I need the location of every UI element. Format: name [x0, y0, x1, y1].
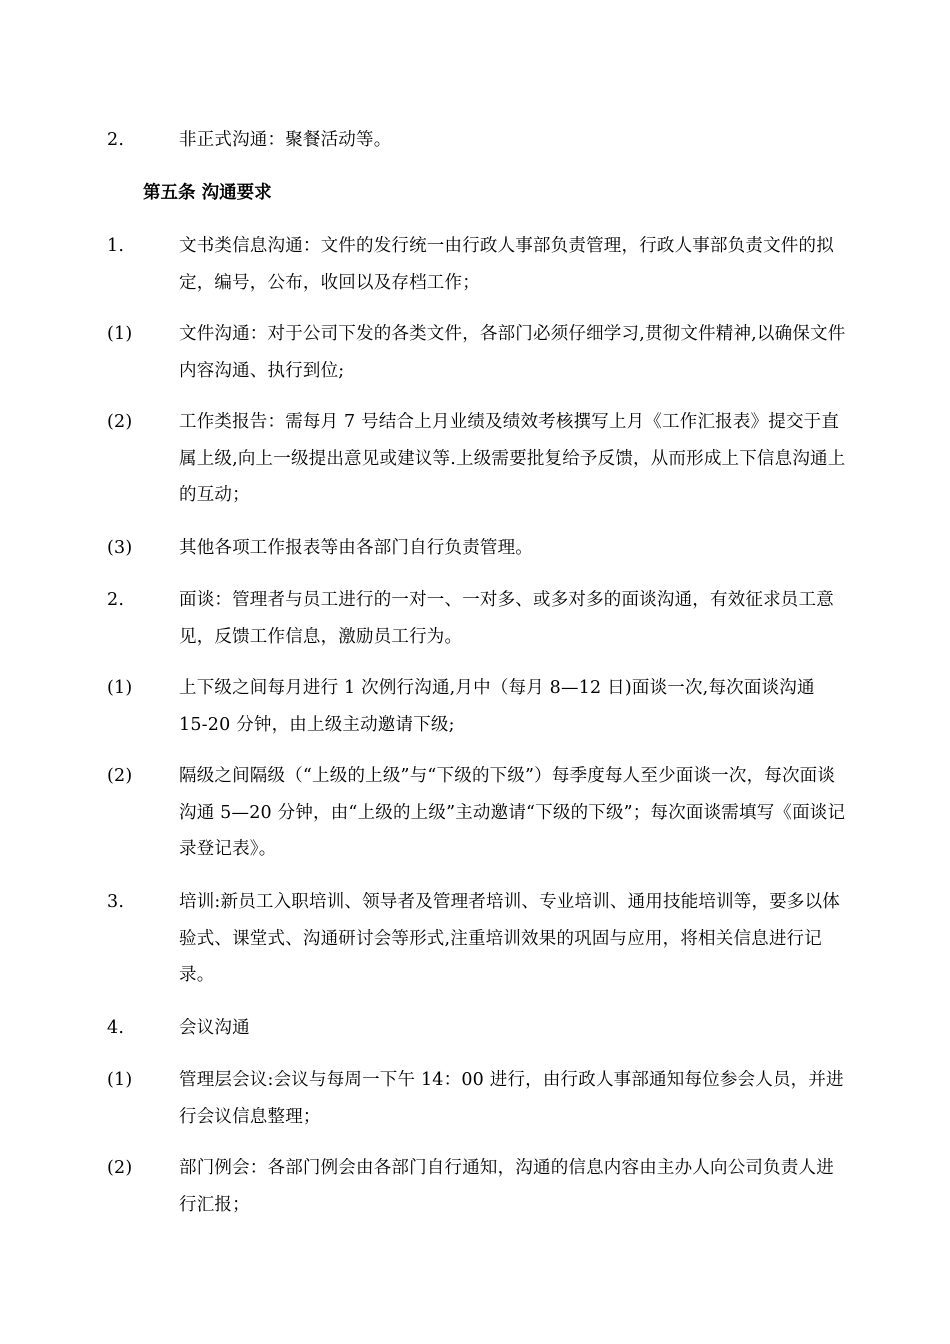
list-item	[107, 1062, 847, 1135]
list-marker: 4.	[107, 1018, 125, 1038]
paragraph-text: 上下级之间每月进行 1 次例行沟通,月中（每月 8—12 日)面谈一次,每次面谈沟通 15-20 分钟，由上级主动邀请下级;	[179, 678, 815, 735]
section-heading: 第五条 沟通要求	[143, 183, 272, 203]
list-item	[107, 122, 847, 159]
list-item	[107, 670, 847, 743]
list-marker: 2.	[107, 590, 125, 610]
list-marker: (3)	[107, 538, 133, 558]
paragraph-text: 管理层会议:会议与每周一下午 14：00 进行，由行政人事部通知每位参会人员，并进行会议信息整理；	[179, 1070, 844, 1127]
paragraph-text: 会议沟通	[179, 1018, 250, 1038]
list-marker: 3.	[107, 892, 125, 912]
list-marker: (2)	[107, 412, 133, 432]
list-item	[107, 530, 847, 567]
paragraph-text: 文书类信息沟通：文件的发行统一由行政人事部负责管理，行政人事部负责文件的拟定，编号，公布，收回以及存档工作；	[179, 236, 834, 293]
list-item	[107, 884, 847, 994]
paragraph-text: 文件沟通：对于公司下发的各类文件，各部门必须仔细学习,贯彻文件精神,以确保文件内容沟通、执行到位;	[179, 324, 846, 381]
list-item	[107, 316, 847, 389]
list-marker: (2)	[107, 766, 133, 786]
paragraph-text: 部门例会：各部门例会由各部门自行通知，沟通的信息内容由主办人向公司负责人进行汇报；	[179, 1158, 834, 1215]
list-item	[107, 228, 847, 301]
paragraph-text: 非正式沟通：聚餐活动等。	[179, 130, 392, 150]
list-item	[107, 582, 847, 655]
list-item	[107, 758, 847, 868]
list-marker: (1)	[107, 324, 133, 344]
list-marker: (2)	[107, 1158, 133, 1178]
list-marker: (1)	[107, 678, 133, 698]
paragraph-text: 工作类报告：需每月 7 号结合上月业绩及绩效考核撰写上月《工作汇报表》提交于直属上级,向上一级提出意见或建议等.上级需要批复给予反馈，从而形成上下信息沟通上的互动；	[179, 412, 846, 505]
paragraph-text: 隔级之间隔级（“上级的上级”与“下级的下级”）每季度每人至少面谈一次，每次面谈沟通 5—20 分钟，由“上级的上级”主动邀请“下级的下级”；每次面谈需填写《面谈记录登记表》。	[179, 766, 846, 859]
list-item	[107, 1150, 847, 1223]
list-marker: 1.	[107, 236, 125, 256]
paragraph-text: 培训:新员工入职培训、领导者及管理者培训、专业培训、通用技能培训等，要多以体验式、课堂式、沟通研讨会等形式,注重培训效果的巩固与应用，将相关信息进行记录。	[179, 892, 840, 985]
paragraph-text: 其他各项工作报表等由各部门自行负责管理。	[179, 538, 533, 558]
list-item	[107, 404, 847, 514]
paragraph-text: 面谈：管理者与员工进行的一对一、一对多、或多对多的面谈沟通，有效征求员工意见，反馈工作信息，激励员工行为。	[179, 590, 834, 647]
list-marker: 2.	[107, 130, 125, 150]
list-marker: (1)	[107, 1070, 133, 1090]
list-item	[107, 1010, 847, 1047]
